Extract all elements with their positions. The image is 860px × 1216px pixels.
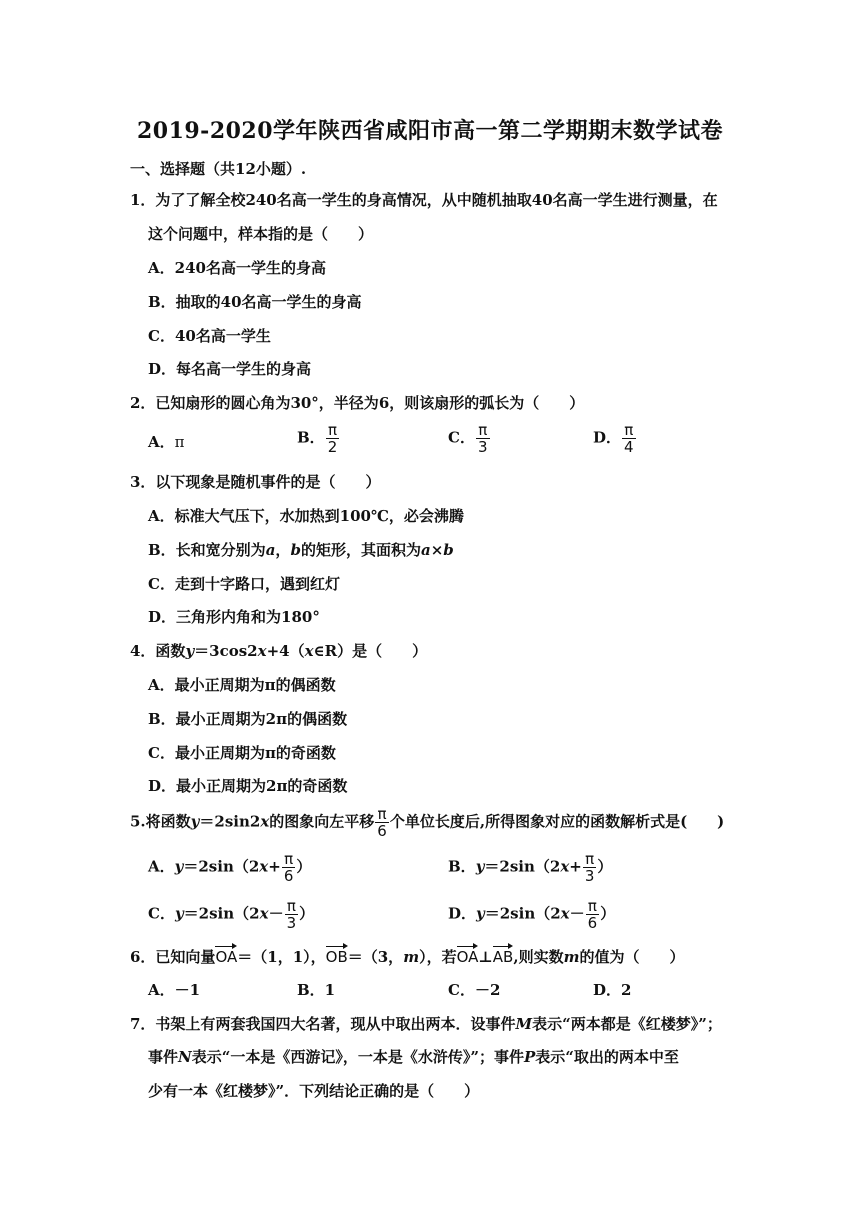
stem-text: 表示“两本都是《红楼梦》”；: [532, 1015, 722, 1033]
operator: +: [268, 857, 281, 876]
question-5-option-a: [148, 851, 311, 884]
question-1-option-b: B．抽取的40名高一学生的身高: [148, 293, 362, 311]
fraction-denominator: 6: [377, 822, 387, 840]
option-text: ）: [299, 904, 315, 923]
question-2-option-b: [297, 422, 340, 455]
variable-y: y: [185, 642, 195, 660]
variable-y: y: [475, 857, 485, 876]
question-6-option-c: C．－2: [448, 981, 501, 999]
variable-x: x: [260, 812, 270, 831]
question-5-stem: [130, 806, 724, 839]
question-5-option-c: [148, 898, 314, 931]
variable-x: x: [560, 904, 570, 923]
question-3-option-a: A．标准大气压下，水加热到100℃，必会沸腾: [148, 507, 464, 525]
stem-text: ），若: [419, 948, 457, 966]
question-7-line-3: 少有一本《红楼梦》”．下列结论正确的是（ ）: [148, 1082, 480, 1100]
option-label: D．: [448, 904, 477, 923]
question-1-line-2: 这个问题中，样本指的是（ ）: [148, 225, 374, 243]
option-label: B．: [448, 857, 476, 876]
stem-text: 个单位长度后,所得图象对应的函数解析式是( ): [389, 812, 725, 831]
variable-p: P: [524, 1048, 536, 1066]
question-3-option-c: C．走到十字路口，遇到红灯: [148, 575, 340, 593]
stem-text: 事件: [148, 1048, 179, 1066]
fraction-numerator: π: [585, 850, 595, 868]
question-2-option-c: [448, 422, 491, 455]
variable-a: a: [420, 541, 431, 559]
option-text: ＝2sin（2: [183, 904, 260, 923]
question-5-option-b: [448, 851, 612, 884]
fraction-numerator: π: [327, 421, 337, 439]
fraction-numerator: π: [478, 421, 488, 439]
stem-text: 5.将函数: [130, 812, 191, 831]
option-value: π: [174, 433, 185, 451]
question-1-option-d: D．每名高一学生的身高: [148, 360, 312, 378]
question-4-stem: [130, 641, 427, 661]
variable-b: b: [290, 541, 301, 559]
stem-text: ,则实数: [513, 948, 564, 966]
variable-x: x: [257, 642, 267, 660]
question-1-option-c: C．40名高一学生: [148, 327, 271, 345]
option-text: ，: [275, 541, 291, 559]
section-heading: 一、选择题（共12小题）.: [130, 160, 307, 178]
fraction: [375, 806, 389, 839]
variable-m: m: [403, 948, 420, 966]
option-text: ）: [296, 857, 312, 876]
stem-text: 6．已知向量: [130, 948, 216, 966]
question-6-option-a: A．－1: [148, 981, 201, 999]
question-4-option-d: D．最小正周期为2π的奇函数: [148, 777, 348, 795]
vector-oa: OA: [215, 944, 237, 967]
question-2-option-a: [148, 432, 185, 452]
stem-text: ＝3cos2: [194, 642, 258, 660]
fraction: [586, 898, 600, 931]
variable-n: N: [178, 1048, 192, 1066]
fraction-denominator: 2: [327, 438, 338, 456]
times-sign: ×: [430, 541, 444, 559]
stem-text: ∈R）是（ ）: [313, 642, 428, 660]
variable-x: x: [304, 642, 314, 660]
variable-x: x: [560, 857, 570, 876]
question-6-stem: [130, 944, 684, 967]
page-title: 2019-2020学年陕西省咸阳市高一第二学期期末数学试卷: [136, 118, 724, 144]
question-1-line-1: 1．为了了解全校240名高一学生的身高情况，从中随机抽取40名高一学生进行测量，在: [130, 191, 718, 209]
fraction-numerator: π: [377, 805, 387, 823]
stem-text: 7．书架上有两套我国四大名著，现从中取出两本．设事件: [130, 1015, 516, 1033]
perpendicular-sign: ⊥: [478, 948, 493, 966]
question-6-option-d: D．2: [593, 981, 632, 999]
option-text: ）: [600, 904, 616, 923]
question-2-stem: 2．已知扇形的圆心角为30°，半径为6，则该扇形的弧长为（ ）: [130, 394, 585, 412]
stem-text: 4．函数: [130, 642, 186, 660]
operator: －: [569, 904, 585, 923]
variable-b: b: [443, 541, 454, 559]
option-text: ＝2sin（2: [183, 857, 260, 876]
fraction-denominator: 3: [477, 438, 488, 456]
stem-text: ＝（3，: [347, 948, 404, 966]
question-2-option-d: [593, 422, 637, 455]
fraction-denominator: 6: [283, 867, 294, 885]
option-text: 的矩形，其面积为: [300, 541, 421, 559]
question-3-option-b: [148, 540, 454, 560]
stem-text: 的图象向左平移: [269, 812, 375, 831]
variable-m: m: [563, 948, 580, 966]
operator: －: [268, 904, 284, 923]
stem-text: +4（: [266, 642, 305, 660]
question-4-option-a: A．最小正周期为π的偶函数: [148, 676, 336, 694]
question-1-option-a: A．240名高一学生的身高: [148, 259, 326, 277]
fraction: [285, 898, 299, 931]
option-label: A．: [148, 433, 175, 451]
stem-text: 表示“取出的两本中至: [535, 1048, 679, 1066]
variable-y: y: [476, 904, 485, 923]
fraction-numerator: π: [587, 897, 597, 915]
question-7-line-1: [130, 1014, 722, 1034]
fraction-denominator: 4: [624, 438, 634, 456]
question-4-option-c: C．最小正周期为π的奇函数: [148, 744, 336, 762]
stem-text: 的值为（ ）: [579, 948, 685, 966]
fraction-numerator: π: [284, 850, 294, 868]
variable-y: y: [190, 812, 200, 831]
fraction: [622, 422, 636, 455]
option-label: A．: [148, 857, 175, 876]
question-3-option-d: D．三角形内角和为180°: [148, 608, 320, 626]
fraction: [583, 851, 597, 884]
question-3-stem: 3．以下现象是随机事件的是（ ）: [130, 473, 381, 491]
variable-y: y: [174, 857, 184, 876]
fraction-denominator: 3: [584, 867, 595, 885]
variable-x: x: [259, 857, 269, 876]
option-text: ＝2sin（2: [484, 904, 561, 923]
option-text: B．长和宽分别为: [148, 541, 266, 559]
option-label: C．: [148, 904, 175, 923]
vector-ob: OB: [326, 944, 348, 967]
option-label: B．: [297, 428, 325, 447]
question-7-line-2: [148, 1047, 679, 1067]
option-label: D．: [593, 428, 622, 447]
question-5-option-d: [448, 898, 615, 931]
stem-text: 表示“一本是《西游记》，一本是《水浒传》”；事件: [191, 1048, 524, 1066]
fraction: [476, 422, 490, 455]
operator: +: [569, 857, 582, 876]
fraction-numerator: π: [624, 421, 634, 439]
variable-m: M: [515, 1015, 533, 1033]
question-4-option-b: B．最小正周期为2π的偶函数: [148, 710, 348, 728]
vector-oa: OA: [457, 944, 479, 967]
fraction-denominator: 6: [587, 914, 598, 932]
option-label: C．: [448, 428, 475, 447]
fraction-numerator: π: [286, 897, 296, 915]
option-text: ）: [597, 857, 613, 876]
fraction-denominator: 3: [286, 914, 297, 932]
variable-y: y: [174, 904, 184, 923]
variable-a: a: [265, 541, 276, 559]
fraction: [282, 851, 296, 884]
variable-x: x: [259, 904, 269, 923]
fraction: [326, 422, 340, 455]
question-6-option-b: B．1: [297, 981, 336, 999]
vector-ab: AB: [493, 944, 514, 967]
stem-text: ＝（1，1），: [237, 948, 326, 966]
option-text: ＝2sin（2: [484, 857, 561, 876]
stem-text: ＝2sin2: [199, 812, 261, 831]
